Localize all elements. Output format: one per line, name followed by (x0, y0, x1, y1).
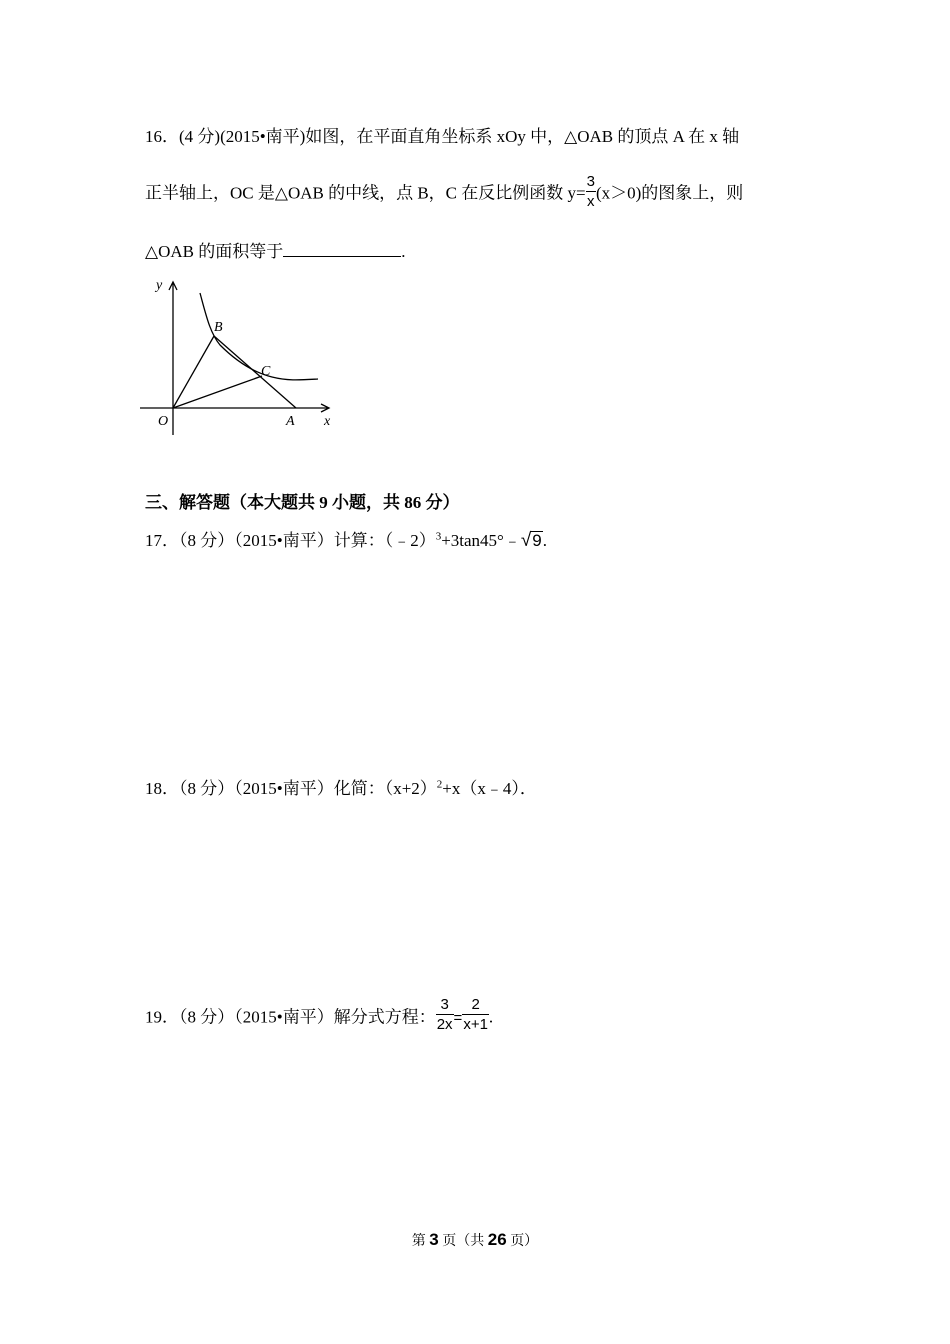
q19-line (145, 996, 494, 1033)
answer-blank (283, 242, 401, 257)
q19-frac2-den: x+1 (463, 1016, 488, 1033)
q18-text: 18．（8 分）（2015•南平）化简：（x+2） (145, 779, 437, 798)
footer-pre: 第 (411, 1234, 430, 1249)
q16-line2 (145, 173, 744, 210)
q16-line2-pre: 正半轴上，OC 是△OAB 的中线，点 B，C 在反比例函数 y= (145, 183, 586, 203)
q16-frac-den: x (587, 193, 595, 210)
label-y: y (156, 278, 163, 293)
footer-mid: 页（共 (438, 1234, 488, 1249)
q16-fraction (586, 174, 596, 209)
q17-end: . (542, 531, 548, 550)
label-b: B (214, 320, 223, 335)
page-footer (0, 1230, 950, 1250)
q19-fraction-right (462, 997, 489, 1032)
q17-text2: +3tan45°﹣ (441, 531, 521, 550)
q18-exponent: 2 (436, 778, 443, 791)
segment-ob (173, 336, 214, 408)
q19-frac1-num: 3 (436, 997, 454, 1015)
segment-oc (173, 376, 262, 408)
q16-line1: 16．(4 分)(2015•南平)如图，在平面直角坐标系 xOy 中，△OAB 的顶点 A 在 x 轴 (145, 127, 740, 146)
q17-radicand: 9 (532, 531, 542, 550)
footer-post: 页） (506, 1234, 539, 1249)
sqrt-symbol: √9 (520, 530, 542, 551)
section-heading: 三、解答题（本大题共 9 小题，共 86 分） (145, 493, 460, 512)
q16-frac-num: 3 (586, 173, 595, 190)
q17-text: 17．（8 分）（2015•南平）计算：（﹣2） (145, 531, 436, 550)
q16-figure (140, 275, 350, 435)
q16-line2-post: (x＞0)的图象上，则 (595, 183, 744, 203)
q17-exponent: 3 (435, 530, 442, 543)
q18-text2: +x（x﹣4）． (442, 779, 537, 798)
q19-frac1-den: 2x (436, 1016, 453, 1033)
q17-line (145, 531, 547, 550)
q16-line3-end: . (401, 242, 406, 261)
q19-end: . (488, 1007, 494, 1027)
label-o: O (158, 414, 169, 429)
q19-eq: = (453, 1009, 463, 1027)
label-x: x (324, 414, 331, 429)
q16-line3 (145, 242, 405, 260)
q18-line (145, 780, 537, 797)
q19-frac2-num: 2 (462, 997, 489, 1015)
q19-fraction-left (436, 997, 454, 1032)
segment-ba (214, 336, 296, 408)
footer-total-pages: 26 (487, 1230, 507, 1249)
q16-line3-text: △OAB 的面积等于 (145, 242, 284, 261)
q19-text: 19．（8 分）（2015•南平）解分式方程： (145, 1007, 436, 1027)
hyperbola-curve (200, 293, 318, 380)
label-c: C (261, 364, 271, 379)
footer-page-number: 3 (429, 1230, 439, 1249)
label-a: A (286, 414, 295, 429)
